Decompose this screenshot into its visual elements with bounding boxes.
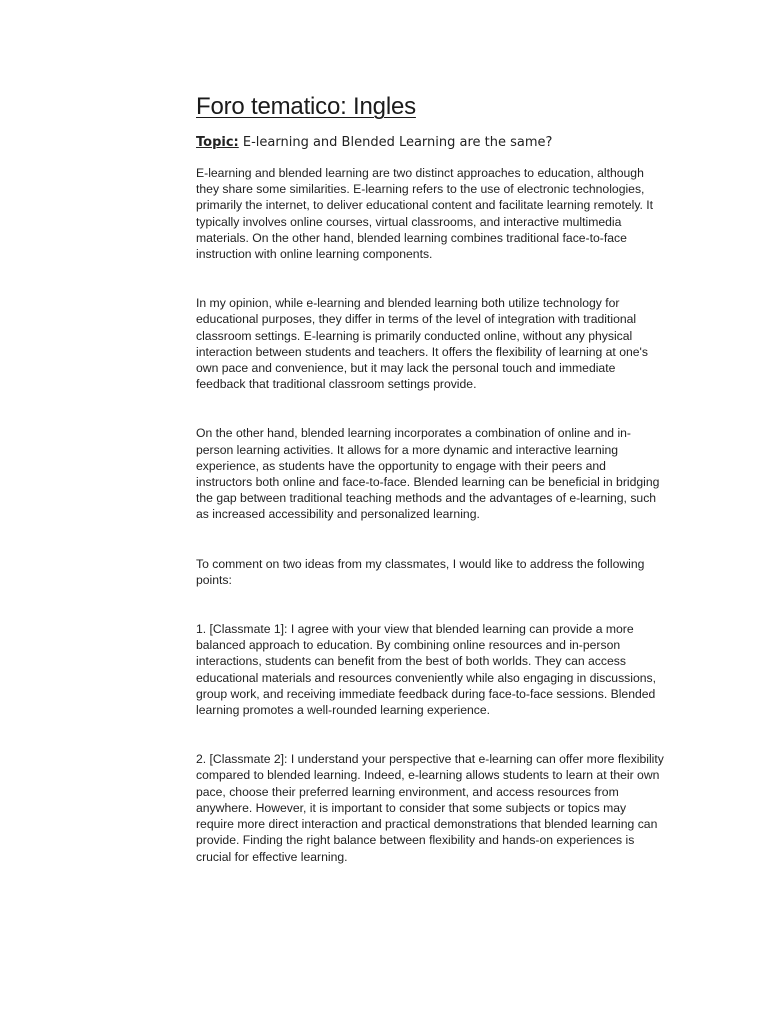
paragraph-spacer	[196, 718, 664, 751]
topic-line	[196, 133, 664, 153]
paragraph-spacer	[196, 262, 664, 295]
paragraph-classmate-2: 2. [Classmate 2]: I understand your perspective that e-learning can offer more flexibility compared to blended learning. Indeed, e-learning allows students to learn at their own pace, choose their preferred learning environment, and access resources from anywhere. However, it is important to consider that some subjects or topics may require more direct interaction and practical demonstrations that blended learning can provide. Finding the right balance between flexibility and hands-on experiences is crucial for effective learning.	[196, 752, 664, 864]
document-body	[196, 92, 664, 865]
paragraph-spacer	[196, 588, 664, 621]
paragraph-opinion: In my opinion, while e-learning and blended learning both utilize technology for educational purposes, they differ in terms of the level of integration with traditional classroom settings. E-learning is primarily conducted online, without any physical interaction between students and teachers. It offers the flexibility of learning at one's own pace and convenience, but it may lack the personal touch and immediate feedback that traditional classroom settings provide.	[196, 296, 648, 392]
paragraph-classmates-intro: To comment on two ideas from my classmates, I would like to address the following points:	[196, 556, 645, 587]
paragraph-spacer	[196, 523, 664, 556]
document-title: Foro tematico: Ingles	[196, 93, 416, 120]
topic-label: Topic:	[196, 135, 239, 150]
paragraph-blended: On the other hand, blended learning incorporates a combination of online and in-person learning activities. It allows for a more dynamic and interactive learning experience, as students have the opportunity to engage with their peers and instructors both online and face-to-face. Blended learning can be beneficial in bridging the gap between traditional teaching methods and the advantages of e-learning, such as increased accessibility and personalized learning.	[196, 426, 660, 522]
paragraph-intro: E-learning and blended learning are two distinct approaches to education, although they share some similarities. E-learning refers to the use of electronic technologies, primarily the internet, to deliver educational content and facilitate learning remotely. It typically involves online courses, virtual classrooms, and interactive multimedia materials. On the other hand, blended learning combines traditional face-to-face instruction with online learning components.	[196, 166, 654, 262]
topic-text: E-learning and Blended Learning are the same?	[242, 135, 553, 150]
paragraph-spacer	[196, 392, 664, 425]
paragraph-classmate-1: 1. [Classmate 1]: I agree with your view that blended learning can provide a more balanced approach to education. By combining online resources and in-person interactions, students can benefit from the best of both worlds. They can access educational materials and resources conveniently while also engaging in discussions, group work, and receiving immediate feedback during face-to-face sessions. Blended learning promotes a well-rounded learning experience.	[196, 622, 657, 718]
